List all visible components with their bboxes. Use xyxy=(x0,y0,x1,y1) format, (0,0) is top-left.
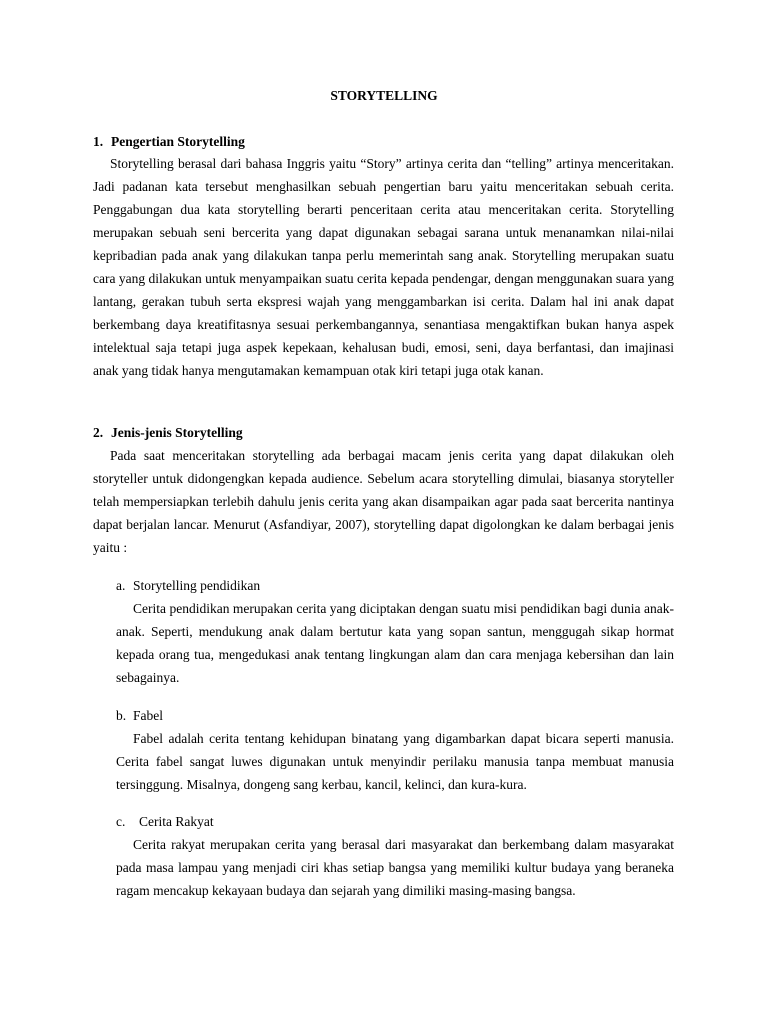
subsection-letter: b. xyxy=(116,708,127,723)
subsection-title: Cerita Rakyat xyxy=(139,814,214,829)
subsection-paragraph-cerita-rakyat: Cerita rakyat merupakan cerita yang berasal dari masyarakat dan berkembang dalam masyarakat pada masa lampau yang menjadi ciri khas setiap bangsa yang memiliki kultur budaya yang beraneka ragam mencakup kekayaan budaya dan sejarah yang dimiliki masing-masing bangsa. xyxy=(116,837,674,898)
section-title: Pengertian Storytelling xyxy=(111,134,245,149)
subsection-heading-fabel xyxy=(116,706,163,726)
subsection-letter: c. xyxy=(116,814,126,829)
subsection-heading-cerita-rakyat xyxy=(116,812,214,832)
subsection-title: Storytelling pendidikan xyxy=(133,578,261,593)
subsection-heading-pendidikan xyxy=(116,576,260,596)
section-heading-jenis xyxy=(93,423,243,443)
section-title: Jenis-jenis Storytelling xyxy=(111,425,243,440)
section-paragraph-jenis: Pada saat menceritakan storytelling ada berbagai macam jenis cerita yang dapat dilakukan oleh storyteller untuk didongengkan kepada audience. Sebelum acara storytelling dimulai, biasanya storyteller telah mempersiapkan terlebih dahulu jenis cerita yang akan disampaikan agar pada saat bercerita nantinya dapat berjalan lancar. Menurut (Asfandiyar, 2007), storytelling dapat digolongkan ke dalam berbagai jenis yaitu : xyxy=(93,448,674,555)
section-heading-pengertian xyxy=(93,132,245,152)
subsection-letter: a. xyxy=(116,578,126,593)
document-title: STORYTELLING xyxy=(330,88,438,103)
section-paragraph-pengertian: Storytelling berasal dari bahasa Inggris yaitu “Story” artinya cerita dan “telling” artinya menceritakan. Jadi padanan kata tersebut menghasilkan sebuah pengertian baru yaitu menceritakan sebuah cerita. Penggabungan dua kata storytelling berarti penceritaan cerita atau menceritakan cerita. Storytelling merupakan sebuah seni bercerita yang dapat digunakan sebagai sarana untuk menanamkan nilai-nilai kepribadian pada anak yang dilakukan tanpa perlu memerintah sang anak. Storytelling merupakan suatu cara yang dilakukan untuk menyampaikan suatu cerita kepada pendengar, dengan menggunakan suara yang lantang, gerakan tubuh serta ekspresi wajah yang menggambarkan isi cerita. Dalam hal ini anak dapat berkembang daya kreatifitasnya sesuai perkembangannya, senantiasa mengaktifkan bukan hanya aspek intelektual saja tetapi juga aspek kepekaan, kehalusan budi, emosi, seni, daya berfantasi, dan imajinasi anak yang tidak hanya mengutamakan kemampuan otak kiri tetapi juga otak kanan. xyxy=(93,156,674,378)
subsection-paragraph-fabel: Fabel adalah cerita tentang kehidupan binatang yang digambarkan dapat bicara seperti manusia. Cerita fabel sangat luwes digunakan untuk menyindir perilaku manusia tanpa membuat manusia tersinggung. Misalnya, dongeng sang kerbau, kancil, kelinci, dan kura-kura. xyxy=(116,731,674,792)
section-number: 1. xyxy=(93,134,104,149)
subsection-paragraph-pendidikan: Cerita pendidikan merupakan cerita yang diciptakan dengan suatu misi pendidikan bagi dunia anak-anak. Seperti, mendukung anak dalam bertutur kata yang sopan santun, menggugah sikap hormat kepada orang tua, mengedukasi anak tentang lingkungan alam dan cara menjaga kebersihan dan lain sebagainya. xyxy=(116,601,674,685)
subsection-title: Fabel xyxy=(133,708,163,723)
section-number: 2. xyxy=(93,425,104,440)
